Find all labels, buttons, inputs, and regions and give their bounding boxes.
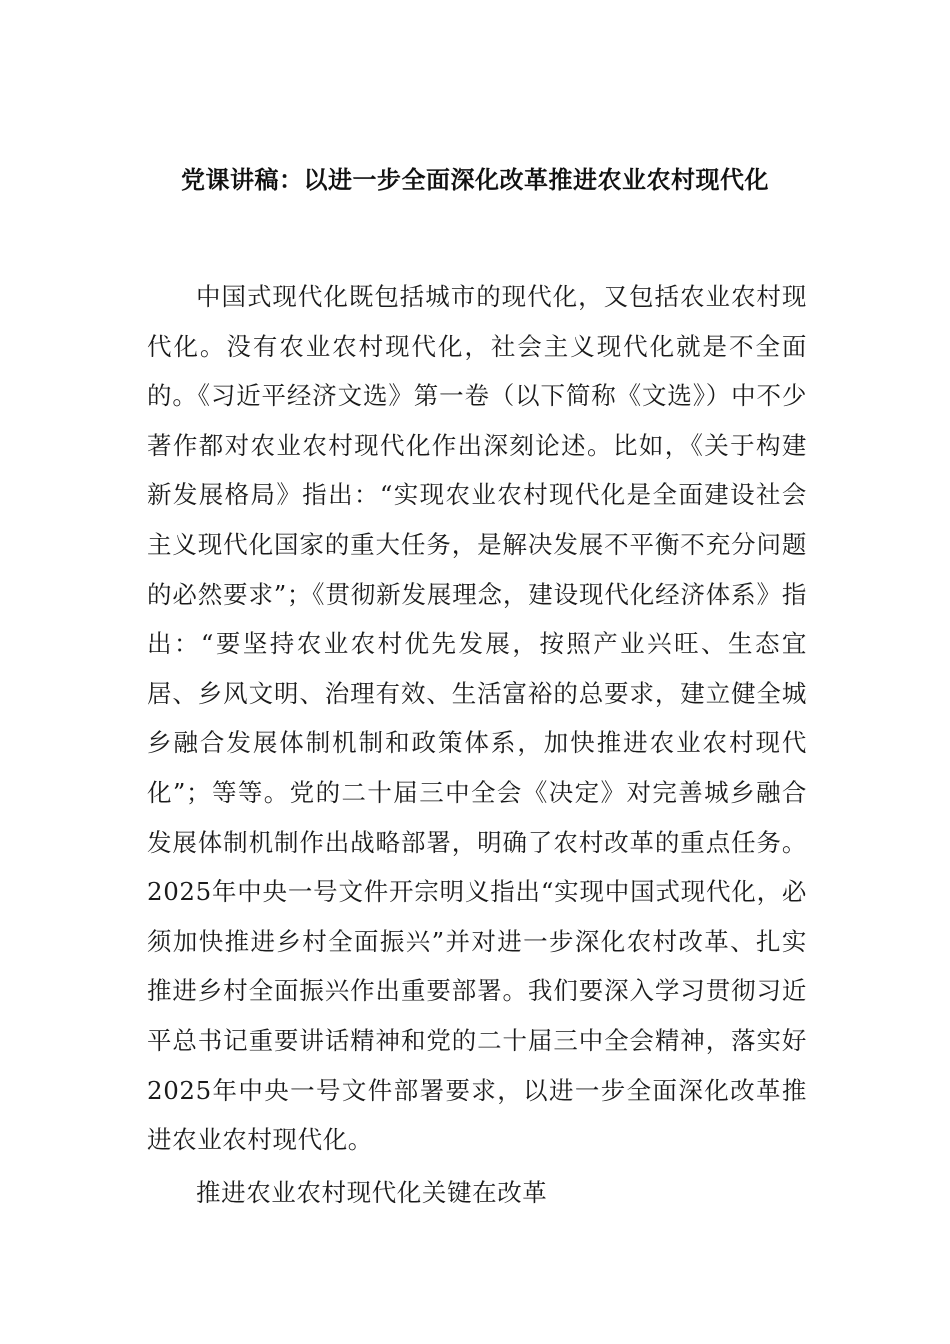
- body-paragraph: 中国式现代化既包括城市的现代化，又包括农业农村现代化。没有农业农村现代化，社会主义现代化就是不全面的。《习近平经济文选》第一卷（以下简称《文选》）中不少著作都对农业农村现代化作出深刻论述。比如，《关于构建新发展格局》指出：“实现农业农村现代化是全面建设社会主义现代化国家的重大任务，是解决发展不平衡不充分问题的必然要求”；《贯彻新发展理念，建设现代化经济体系》指出：“要坚持农业农村优先发展，按照产业兴旺、生态宜居、乡风文明、治理有效、生活富裕的总要求，建立健全城乡融合发展体制机制和政策体系，加快推进农业农村现代化”；等等。党的二十届三中全会《决定》对完善城乡融合发展体制机制作出战略部署，明确了农村改革的重点任务。2025年中央一号文件开宗明义指出“实现中国式现代化，必须加快推进乡村全面振兴”并对进一步深化农村改革、扎实推进乡村全面振兴作出重要部署。我们要深入学习贯彻习近平总书记重要讲话精神和党的二十届三中全会精神，落实好2025年中央一号文件部署要求，以进一步全面深化改革推进农业农村现代化。: [147, 282, 807, 1155]
- document-title: 党课讲稿：以进一步全面深化改革推进农业农村现代化: [181, 165, 769, 194]
- section-subheading: 推进农业农村现代化关键在改革: [196, 1178, 548, 1207]
